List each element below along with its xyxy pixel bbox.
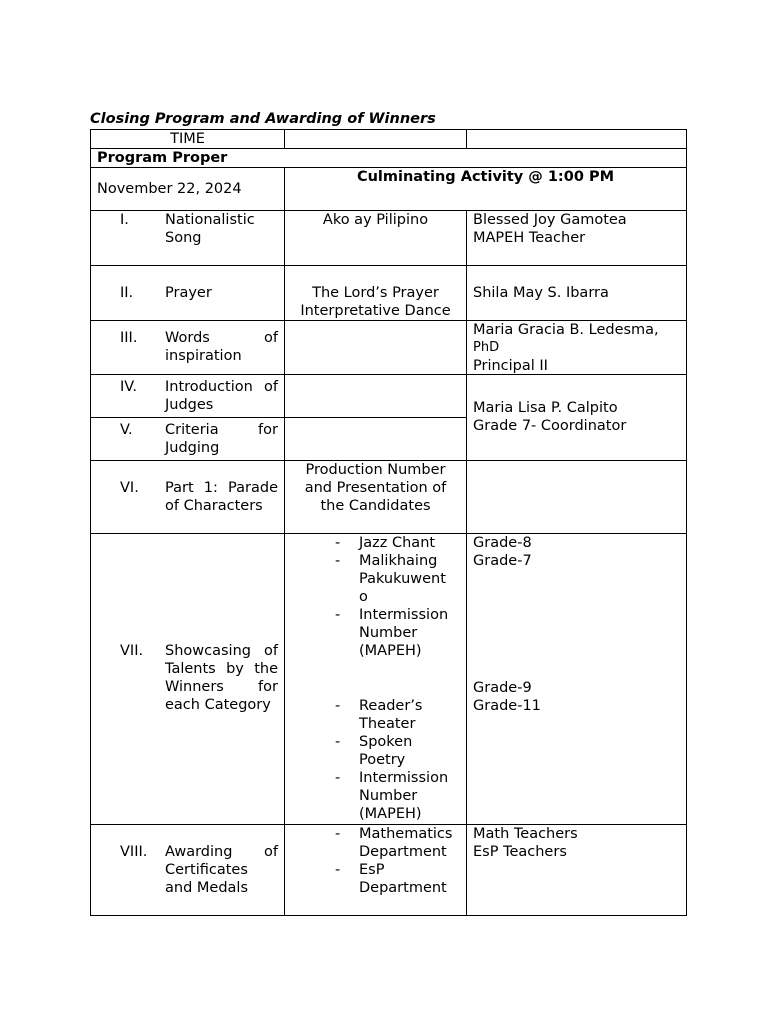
culminating-activity: Culminating Activity @ 1:00 PM xyxy=(356,169,615,185)
item-label: Showcasing of Talents by the Winners for each Category xyxy=(165,643,278,713)
table-row xyxy=(90,265,687,320)
bullet-list-a xyxy=(335,534,462,660)
item-number: II. xyxy=(120,285,134,301)
item-label: Introduction of Judges xyxy=(165,379,278,413)
item-person: Math Teachers EsP Teachers xyxy=(473,826,578,860)
item-person: Maria Gracia B. Ledesma, PhD Principal II xyxy=(473,322,659,374)
item-person: Maria Lisa P. Calpito Grade 7- Coordinator xyxy=(473,400,627,434)
item-activity: Ako ay Pilipino xyxy=(322,212,429,228)
item-person: Shila May S. Ibarra xyxy=(473,285,609,301)
list-item: - Spoken Poetry xyxy=(335,734,413,768)
date-text: November 22, 2024 xyxy=(97,181,242,197)
list-item: - Intermission Number (MAPEH) xyxy=(335,770,449,822)
item-activity: Production Number and Presentation of the Candidates xyxy=(304,462,447,514)
item-number: I. xyxy=(120,212,129,228)
list-item: - Intermission Number (MAPEH) xyxy=(335,607,449,659)
grades-b: Grade-9 Grade-11 xyxy=(473,680,541,714)
item-activity: The Lord’s Prayer Interpretative Dance xyxy=(300,285,451,319)
item-label: Awarding of Certificates and Medals xyxy=(165,844,278,896)
table-row xyxy=(90,824,687,916)
time-header: TIME xyxy=(170,131,205,147)
item-number: III. xyxy=(120,330,138,346)
item-number: VII. xyxy=(120,643,144,659)
program-proper-label: Program Proper xyxy=(97,150,228,166)
bullet-list-b xyxy=(335,697,462,823)
item-number: VIII. xyxy=(120,844,148,860)
item-person: Blessed Joy Gamotea MAPEH Teacher xyxy=(473,212,627,246)
item-label: Nationalistic Song xyxy=(165,212,255,246)
bullet-list xyxy=(335,825,462,897)
grades-a: Grade-8 Grade-7 xyxy=(473,535,532,569)
table-row xyxy=(90,460,687,533)
table-header-row xyxy=(90,129,687,148)
item-label: Prayer xyxy=(165,285,212,301)
item-label: Part 1: Parade of Characters xyxy=(165,480,278,514)
program-proper-row xyxy=(90,148,687,167)
list-item: - Mathematics Department xyxy=(335,826,453,860)
table-row xyxy=(90,533,687,824)
list-item: - Jazz Chant xyxy=(335,535,436,551)
list-item: - Malikhaing Pakukuwent o xyxy=(335,553,446,605)
item-number: IV. xyxy=(120,379,137,395)
item-number: V. xyxy=(120,422,133,438)
list-item: - Reader’s Theater xyxy=(335,698,423,732)
item-number: VI. xyxy=(120,480,139,496)
document-title: Closing Program and Awarding of Winners xyxy=(90,111,436,127)
item-label: Criteria for Judging xyxy=(165,422,278,456)
table-row xyxy=(90,210,687,265)
item-label: Words of inspiration xyxy=(165,330,278,364)
table-row-merged xyxy=(90,374,687,460)
list-item: - EsP Department xyxy=(335,862,447,896)
date-row xyxy=(90,167,687,210)
table-row xyxy=(90,320,687,374)
program-table xyxy=(90,129,687,916)
